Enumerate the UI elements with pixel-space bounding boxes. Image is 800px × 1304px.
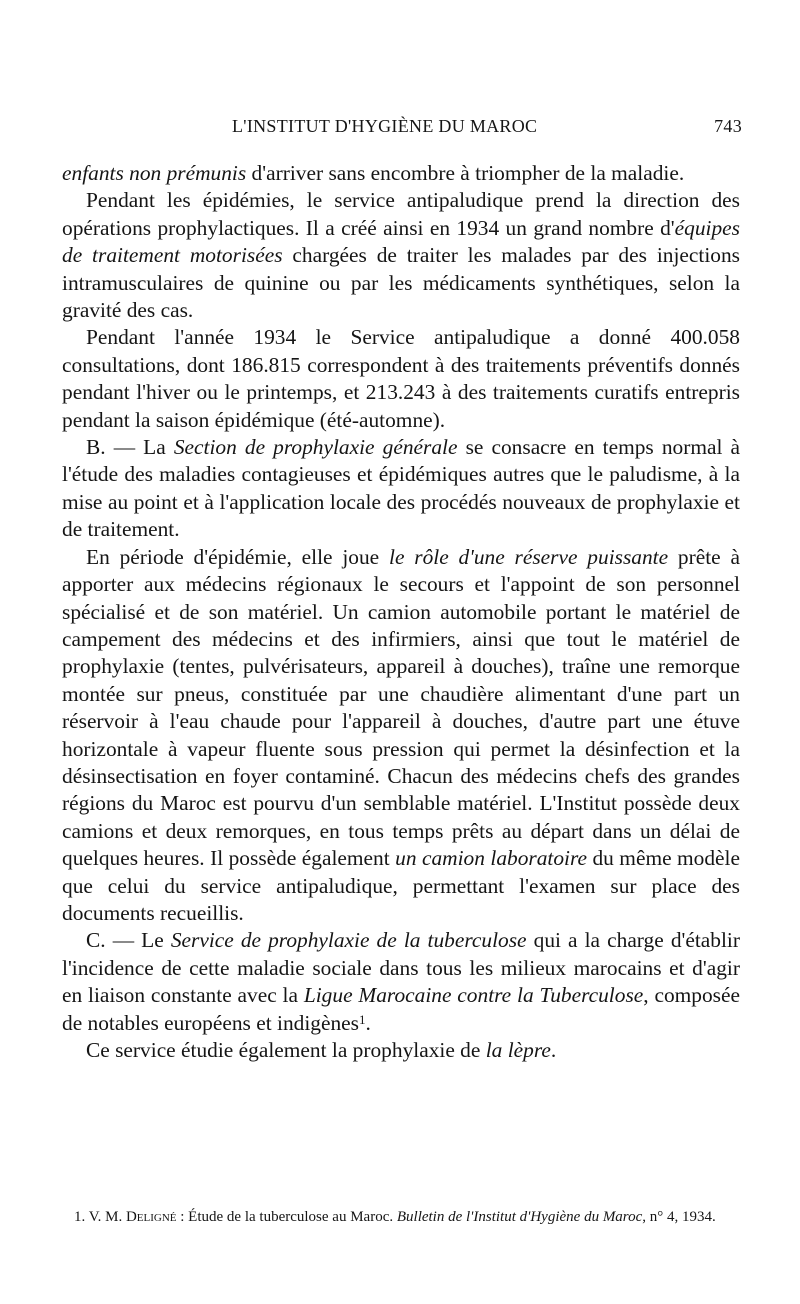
italic-phrase: la lèpre (485, 1038, 551, 1062)
text-run: Ce service étudie également la prophylaxie de (86, 1038, 486, 1062)
text-run: se consacre en temps normal à l'étude des maladies contagieuses et épidémiques autres que le paludisme, à la mise au point et à l'application locale des procédés nouveaux de prophylaxie et de traitement. (62, 435, 741, 542)
text-run: , composée de notables européens et indigènes (62, 983, 740, 1035)
text-run: Pendant l'année 1934 le Service antipaludique a donné 400.058 consultations, dont 186.815 correspondent à des traitements préventifs donnés pendant l'hiver ou le printemps, et 213.243 à des traitements curatifs entrepris pendant la saison épidémique (été-automne). (62, 325, 740, 432)
footnote-author: Deligné (125, 1209, 177, 1225)
paragraph (62, 160, 740, 187)
italic-phrase: Ligue Marocaine contre la Tuberculose (303, 983, 644, 1008)
text-run: . (550, 1038, 557, 1062)
text-run: prête à apporter aux médecins régionaux le secours et l'appoint de son personnel spécialisé et de son matériel. Un camion automobile portant le matériel de campement des médecins et des infirmiers, ainsi que tout le matériel de prophylaxie (tentes, pulvérisateurs, appareil à douches), traîne une remorque montée sur pneus, constituée par une chaudière alimentant d'une part un réservoir à l'eau chaude pour l'appareil à douches, d'autre part une étuve horizontale à vapeur fluente sous pression qui permet la désinfection et la désinsectisation en foyer contaminé. Chacun des médecins chefs des grandes régions du Maroc est pourvu d'un semblable matériel. L'Institut possède deux camions et deux remorques, en tous temps prêts au départ dans un délai de quelques heures. Il possède également (62, 544, 740, 871)
paragraph (62, 187, 740, 324)
text-run: . (365, 1010, 371, 1035)
italic-phrase: Service de prophylaxie de la tuberculose (170, 928, 527, 953)
footnote-text (62, 1207, 740, 1228)
italic-phrase: un camion laboratoire (395, 846, 588, 871)
page-header (62, 116, 742, 142)
running-title: L'INSTITUT D'HYGIÈNE DU MAROC (232, 116, 538, 136)
text-run: Pendant les épidémies, le service antipaludique prend la direction des opérations prophylactiques. Il a créé ainsi en 1934 un grand nombre d' (62, 188, 740, 240)
paragraph (62, 434, 740, 544)
italic-phrase: équipes de traitement motorisées (62, 215, 740, 268)
italic-phrase: Section de prophylaxie générale (173, 435, 458, 460)
text-run: : Étude de la tuberculose au Maroc. (176, 1209, 397, 1225)
text-run: , n° 4, 1934. (642, 1209, 716, 1225)
text-run: B. — La (86, 435, 174, 460)
italic-phrase: Bulletin de l'Institut d'Hygiène du Maroc (396, 1209, 643, 1225)
body-text (62, 160, 740, 1064)
paragraph (62, 1037, 740, 1064)
paragraph (62, 927, 740, 1037)
footnote-marker[interactable]: 1 (359, 1011, 366, 1027)
footnote (62, 1207, 740, 1228)
italic-phrase: le rôle d'une réserve puissante (389, 544, 669, 569)
page-number: 743 (714, 116, 742, 136)
text-run: qui a la charge d'établir l'incidence de cette maladie sociale dans tous les milieux marocains et d'agir en liaison constante avec la (62, 928, 740, 1008)
text-run: d'arriver sans encombre à triompher de la maladie. (246, 161, 685, 185)
italic-phrase: enfants non prémunis (62, 161, 247, 185)
text-run: En période d'épidémie, elle joue (86, 544, 390, 569)
paragraph (62, 544, 740, 928)
text-run: du même modèle que celui du service antipaludique, permettant l'examen sur place des documents recueillis. (62, 846, 740, 925)
text-run: chargées de traiter les malades par des injections intramusculaires de quinine ou par les médicaments synthétiques, selon la gravité des cas. (62, 243, 740, 323)
text-run: C. — Le (86, 928, 171, 953)
paragraph (62, 324, 740, 434)
footnote-number: 1. V. M. (74, 1209, 126, 1225)
